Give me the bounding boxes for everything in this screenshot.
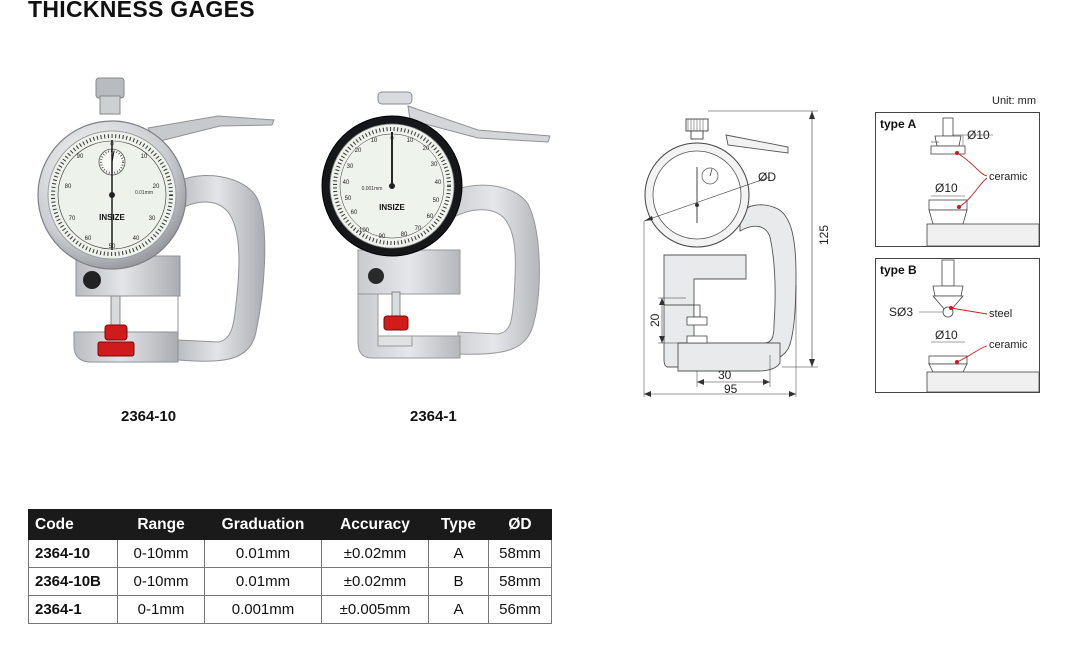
cell-type: B xyxy=(429,568,489,596)
dim-height-label: 125 xyxy=(817,224,831,245)
table-row xyxy=(29,568,552,596)
header-diameter: ØD xyxy=(489,510,552,540)
header-range: Range xyxy=(118,510,205,540)
svg-text:50: 50 xyxy=(108,244,116,250)
header-code: Code xyxy=(29,510,118,540)
cell-accuracy: ±0.02mm xyxy=(322,568,429,596)
cell-diameter: 56mm xyxy=(489,596,552,624)
cell-diameter: 58mm xyxy=(489,540,552,568)
svg-text:100: 100 xyxy=(358,228,370,234)
svg-text:80: 80 xyxy=(64,184,72,190)
svg-text:30: 30 xyxy=(148,216,156,222)
svg-text:50: 50 xyxy=(344,196,352,202)
type-b-bottom-diameter: Ø10 xyxy=(935,328,958,342)
svg-text:10: 10 xyxy=(406,138,414,144)
cell-range: 0-10mm xyxy=(118,568,205,596)
svg-text:0: 0 xyxy=(390,136,394,142)
page-title: THICKNESS GAGES xyxy=(28,0,255,22)
type-b-top-material: steel xyxy=(989,308,1013,320)
cell-range: 0-10mm xyxy=(118,540,205,568)
product-label-2364-10: 2364-10 xyxy=(121,408,177,425)
svg-text:80: 80 xyxy=(400,232,408,238)
svg-text:10: 10 xyxy=(140,154,148,160)
cell-type: A xyxy=(429,540,489,568)
cell-range: 0-1mm xyxy=(118,596,205,624)
cell-graduation: 0.01mm xyxy=(205,540,322,568)
dim-depth-label: 30 xyxy=(718,368,732,382)
cell-code: 2364-10B xyxy=(29,568,118,596)
svg-text:40: 40 xyxy=(132,236,140,242)
cell-accuracy: ±0.02mm xyxy=(322,540,429,568)
table-row xyxy=(29,596,552,624)
svg-text:40: 40 xyxy=(342,180,350,186)
dial-brand-text: INSIZE xyxy=(99,213,125,222)
svg-text:60: 60 xyxy=(84,236,92,242)
svg-text:50: 50 xyxy=(432,198,440,204)
dial-brand-text: INSIZE xyxy=(379,203,405,212)
unit-label: Unit: mm xyxy=(992,95,1036,107)
svg-text:60: 60 xyxy=(426,214,434,220)
type-b-sphere-label: SØ3 xyxy=(889,305,914,319)
product-image-2364-1 xyxy=(318,86,558,386)
cell-accuracy: ±0.005mm xyxy=(322,596,429,624)
cell-code: 2364-10 xyxy=(29,540,118,568)
svg-text:20: 20 xyxy=(422,146,430,152)
type-a-detail xyxy=(875,112,1041,248)
table-row xyxy=(29,540,552,568)
type-b-label: type B xyxy=(880,263,917,277)
svg-text:30: 30 xyxy=(346,164,354,170)
header-graduation: Graduation xyxy=(205,510,322,540)
type-a-material: ceramic xyxy=(989,171,1028,183)
svg-text:10: 10 xyxy=(370,138,378,144)
dimension-drawing xyxy=(630,105,860,400)
cell-type: A xyxy=(429,596,489,624)
cell-graduation: 0.01mm xyxy=(205,568,322,596)
type-a-label: type A xyxy=(880,117,917,131)
cell-code: 2364-1 xyxy=(29,596,118,624)
svg-text:70: 70 xyxy=(414,226,422,232)
svg-text:90: 90 xyxy=(76,154,84,160)
dial-unit-text: 0.001mm xyxy=(361,186,383,192)
header-type: Type xyxy=(429,510,489,540)
dial-unit-text: 0.01mm xyxy=(134,190,154,196)
product-label-2364-1: 2364-1 xyxy=(410,408,457,425)
spec-table xyxy=(28,509,552,624)
type-b-bottom-material: ceramic xyxy=(989,339,1028,351)
type-a-bottom-diameter: Ø10 xyxy=(935,181,958,195)
svg-text:40: 40 xyxy=(434,180,442,186)
svg-text:20: 20 xyxy=(354,148,362,154)
dim-gap-label: 20 xyxy=(648,313,662,327)
cell-graduation: 0.001mm xyxy=(205,596,322,624)
svg-text:30: 30 xyxy=(430,162,438,168)
svg-text:20: 20 xyxy=(152,184,160,190)
svg-text:60: 60 xyxy=(350,210,358,216)
type-a-top-diameter: Ø10 xyxy=(967,128,990,142)
header-accuracy: Accuracy xyxy=(322,510,429,540)
svg-text:90: 90 xyxy=(378,234,386,240)
svg-text:70: 70 xyxy=(68,216,76,222)
dim-diameter-label: ØD xyxy=(758,170,776,184)
type-b-detail xyxy=(875,258,1041,394)
product-image-2364-10 xyxy=(28,70,280,390)
dim-width-label: 95 xyxy=(724,382,738,396)
cell-diameter: 58mm xyxy=(489,568,552,596)
table-header-row xyxy=(29,510,552,540)
svg-text:0: 0 xyxy=(110,142,114,148)
